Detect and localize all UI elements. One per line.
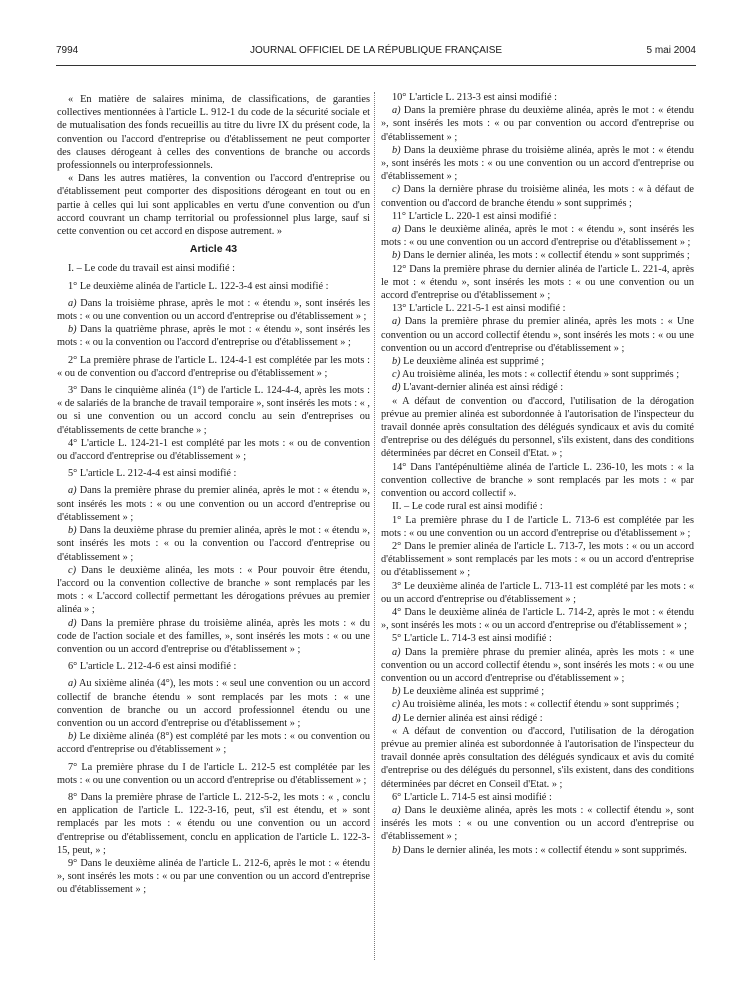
paragraph: 3° Le deuxième alinéa de l'article L. 713-11 est complété par les mots : « ou un accord d'entreprise ou d'établissement » ; <box>381 580 694 605</box>
paragraph <box>381 223 694 249</box>
item-text: Dans la deuxième phrase du premier alinéa, après le mot : « étendu », sont insérés les mots : « ou la convention ou l'accord d'entreprise ou d'établissement » ; <box>57 525 370 563</box>
item-text: Dans le deuxième alinéa, après les mots : « collectif étendu », sont insérés les mots : « ou une convention ou un accord d'entreprise ou d'établissement » ; <box>381 804 694 843</box>
right-column <box>381 91 694 857</box>
paragraph <box>57 297 370 323</box>
item-label: d) <box>68 617 77 629</box>
paragraph <box>381 183 694 209</box>
item-label: b) <box>392 844 401 856</box>
paragraph <box>57 524 370 564</box>
paragraph: 9° Dans le deuxième alinéa de l'article L. 212-6, après le mot : « étendu », sont insérés les mots : « ou par une convention ou un accord d'entreprise ou d'établissement » ; <box>57 857 370 896</box>
journal-title: JOURNAL OFFICIEL DE LA RÉPUBLIQUE FRANÇAISE <box>249 45 503 56</box>
paragraph <box>381 355 694 368</box>
paragraph: 2° La première phrase de l'article L. 124-4-1 est complétée par les mots : « ou de convention ou d'accord d'entreprise ou d'établissement » ; <box>57 354 370 379</box>
paragraph: 5° L'article L. 714-3 est ainsi modifié : <box>392 633 552 645</box>
paragraph: « Dans les autres matières, la convention ou l'accord d'entreprise ou d'établissement peut comporter des dispositions dérogeant en tout ou en partie à celles qui lui sont applicables en vertu d'une convention ou d'un accord couvrant un champ territorial ou professionnel plus large, sauf si cette convention ou cet accord en dispose autrement. » <box>57 173 370 238</box>
item-label: b) <box>68 731 77 743</box>
item-label: a) <box>392 105 401 117</box>
item-text: Dans le dernier alinéa, les mots : « collectif étendu » sont supprimés ; <box>400 250 690 262</box>
paragraph: 8° Dans la première phrase de l'article L. 212-5-2, les mots : « , conclu en application de l'article L. 122-3-16, peut, s'il est étendu, et » sont remplacés par les mots : « étendu ou une convention ou un accord d'entreprise ou d'établissement, conclu en application de l'article L. 122-3-15, peut, » ; <box>57 791 370 856</box>
paragraph: 7° La première phrase du I de l'article L. 212-5 est complétée par les mots : « ou une convention ou un accord d'entreprise ou d'établissement » ; <box>57 761 370 786</box>
paragraph <box>57 617 370 657</box>
item-label: d) <box>392 382 401 394</box>
item-label: a) <box>392 316 401 328</box>
paragraph: 1° Le deuxième alinéa de l'article L. 122-3-4 est ainsi modifié : <box>68 280 329 292</box>
item-label: b) <box>68 324 77 336</box>
column-divider <box>374 92 375 960</box>
paragraph <box>381 844 694 857</box>
article-heading: Article 43 <box>189 243 238 256</box>
item-text: Dans la première phrase du troisième alinéa, après les mots : « du code de l'action sociale et des familles, », sont insérés les mots : « ou une convention ou un accord d'entreprise ou d'établissement » ; <box>57 617 370 655</box>
paragraph: II. – Le code rural est ainsi modifié : <box>392 501 543 513</box>
paragraph: 14° Dans l'antépénultième alinéa de l'article L. 236-10, les mots : « la convention collective de branche » sont remplacés par les mots : « par convention ou accord collectif ». <box>381 461 694 500</box>
item-label: b) <box>68 525 77 537</box>
paragraph <box>381 804 694 844</box>
paragraph <box>57 730 370 756</box>
paragraph <box>381 698 694 711</box>
paragraph: 3° Dans le cinquième alinéa (1°) de l'article L. 124-4-4, après les mots : « de salariés de la branche de travail temporaire », sont insérés les mots : « , ou si une convention ou un accord conclu au sein d'entreprises ou d'établissements de cette branche » ; <box>57 385 370 436</box>
item-label: d) <box>392 712 401 724</box>
paragraph <box>381 381 694 394</box>
item-text: Dans le deuxième alinéa, les mots : « Pour pouvoir être étendu, l'accord ou la convention collective de branche » sont remplacés par les mots : « L'accord collectif permettant les dérogations prévues au premier alinéa » ; <box>57 564 370 616</box>
paragraph <box>381 249 694 262</box>
paragraph: 6° L'article L. 212-4-6 est ainsi modifié : <box>68 661 237 673</box>
publication-date: 5 mai 2004 <box>646 45 696 56</box>
item-label: a) <box>392 804 401 816</box>
page-number: 7994 <box>56 45 79 56</box>
paragraph: 4° Dans le deuxième alinéa de l'article L. 714-2, après le mot : « étendu », sont insérés les mots : « ou un accord d'entreprise ou d'établissement » ; <box>381 606 694 632</box>
paragraph: 13° L'article L. 221-5-1 est ainsi modifié : <box>392 303 566 315</box>
paragraph: « A défaut de convention ou d'accord, l'utilisation de la dérogation prévue au premier alinéa est subordonnée à l'autorisation de l'inspecteur du travail donnée après consultation des délégués syndicaux et avis du comité d'entreprise ou des délégués du personnel, s'ils existent, dans des conditions déterminées par décret en Conseil d'Etat. » ; <box>381 395 694 460</box>
paragraph <box>381 712 694 725</box>
paragraph: 1° La première phrase du I de l'article L. 713-6 est complétée par les mots : « ou une convention ou un accord d'entreprise ou d'établissement » ; <box>381 514 694 539</box>
item-text: L'avant-dernier alinéa est ainsi rédigé : <box>400 382 564 394</box>
item-text: Dans le deuxième alinéa, après le mot : « étendu », sont insérés les mots : « ou une convention ou un accord d'entreprise ou d'établissement » ; <box>381 224 694 249</box>
item-text: Dans la première phrase du premier alinéa, après les mots : « Une convention ou un accord collectif étendu », sont insérés les mots : « ou une convention ou un accord d'entreprise ou d'établissement » ; <box>381 316 694 354</box>
item-label: c) <box>392 699 400 711</box>
paragraph <box>381 646 694 686</box>
item-label: a) <box>392 224 401 236</box>
item-text: Au sixième alinéa (4°), les mots : « seul une convention ou un accord collectif de branche étendu » sont remplacés par les mots : « une convention de branche ou un accord professionnel étendu ou une convention ou un accord d'entreprise ou d'établissement » ; <box>57 678 370 729</box>
item-text: Au troisième alinéa, les mots : « collectif étendu » sont supprimés ; <box>400 699 680 711</box>
item-text: Le deuxième alinéa est supprimé ; <box>400 356 545 368</box>
item-text: Dans la quatrième phrase, après le mot : « étendu », sont insérés les mots : « ou la convention ou l'accord d'entreprise ou d'établissement » ; <box>57 324 370 349</box>
paragraph <box>381 144 694 184</box>
paragraph <box>57 677 370 730</box>
item-text: Dans la deuxième phrase du troisième alinéa, après le mot : « étendu », sont insérés les mots : « ou une convention ou un accord d'entreprise ou d'établissement » ; <box>381 144 694 183</box>
item-text: Au troisième alinéa, les mots : « collectif étendu » sont supprimés ; <box>400 369 680 381</box>
paragraph: 5° L'article L. 212-4-4 est ainsi modifié : <box>68 468 237 480</box>
paragraph <box>57 323 370 349</box>
paragraph: 12° Dans la première phrase du dernier alinéa de l'article L. 221-4, après le mot : « étendu », sont insérés les mots : « ou une convention ou un accord d'entreprise ou d'établissement » ; <box>381 263 694 302</box>
header-rule <box>56 65 696 66</box>
item-label: b) <box>392 144 401 156</box>
item-label: c) <box>68 564 76 576</box>
paragraph: 11° L'article L. 220-1 est ainsi modifié : <box>392 210 557 222</box>
item-label: a) <box>68 297 77 309</box>
paragraph: « En matière de salaires minima, de classifications, de garanties collectives mentionnées à l'article L. 912-1 du code de la sécurité sociale et de mutualisation des fonds recueillis au titre du livre IX du présent code, la convention ou l'accord d'entreprise ou d'établissement ne peut comporter des clauses dérogeant à celles des conventions de branche ou accords professionnels ou interprofessionnels. <box>57 94 370 172</box>
item-text: Dans le dernier alinéa, les mots : « collectif étendu » sont supprimés. <box>400 844 687 856</box>
paragraph <box>381 685 694 698</box>
paragraph <box>381 104 694 144</box>
item-label: a) <box>68 678 77 690</box>
item-label: b) <box>392 686 401 698</box>
item-text: Dans la troisième phrase, après le mot : « étendu », sont insérés les mots : « ou une convention ou un accord d'entreprise ou d'établissement » ; <box>57 297 370 323</box>
item-label: c) <box>392 369 400 381</box>
paragraph: 4° L'article L. 124-21-1 est complété par les mots : « ou de convention ou d'accord d'entreprise ou d'établissement » ; <box>57 437 370 463</box>
item-label: b) <box>392 356 401 368</box>
item-text: Le dernier alinéa est ainsi rédigé : <box>400 712 543 724</box>
item-label: a) <box>392 646 401 658</box>
paragraph <box>57 564 370 617</box>
paragraph: 10° L'article L. 213-3 est ainsi modifié : <box>392 92 557 103</box>
paragraph <box>381 368 694 381</box>
left-column <box>57 93 370 897</box>
item-label: b) <box>392 250 401 262</box>
item-text: Dans la dernière phrase du troisième alinéa, les mots : « à défaut de convention ou d'accord de branche étendu » sont supprimés ; <box>381 184 694 209</box>
item-text: Le deuxième alinéa est supprimé ; <box>400 686 545 698</box>
item-text: Dans la première phrase du deuxième alinéa, après le mot : « étendu », sont insérés les mots : « ou par convention ou accord d'entreprise ou d'établissement » ; <box>381 105 694 143</box>
item-text: Dans la première phrase du premier alinéa, après les mots : « une convention ou un accord collectif étendu », sont insérés les mots : « ou une convention ou un accord d'entreprise ou d'établissement » ; <box>381 646 694 684</box>
item-label: a) <box>68 485 77 497</box>
paragraph: 2° Dans le premier alinéa de l'article L. 713-7, les mots : « ou un accord d'établissement » sont remplacés par les mots : « ou un accord d'entreprise ou d'établissement » ; <box>381 540 694 579</box>
paragraph: « A défaut de convention ou d'accord, l'utilisation de la dérogation prévue au premier alinéa est subordonnée à l'autorisation de l'inspecteur du travail donnée après consultation des délégués syndicaux et avis du comité d'entreprise ou des délégués du personnel, s'ils existent, dans des conditions déterminées par décret en Conseil d'Etat. » ; <box>381 725 694 790</box>
page-header <box>56 45 696 59</box>
item-text: Dans la première phrase du premier alinéa, après le mot : « étendu », sont insérés les mots : « ou une convention ou un accord d'entreprise ou d'établissement » ; <box>57 485 370 523</box>
paragraph: I. – Le code du travail est ainsi modifié : <box>68 263 235 275</box>
paragraph <box>381 315 694 355</box>
item-text: Le dixième alinéa (8°) est complété par les mots : « ou convention ou accord d'entreprise ou d'établissement » ; <box>57 731 370 756</box>
item-label: c) <box>392 184 400 196</box>
paragraph: 6° L'article L. 714-5 est ainsi modifié : <box>392 791 552 803</box>
paragraph <box>57 484 370 524</box>
